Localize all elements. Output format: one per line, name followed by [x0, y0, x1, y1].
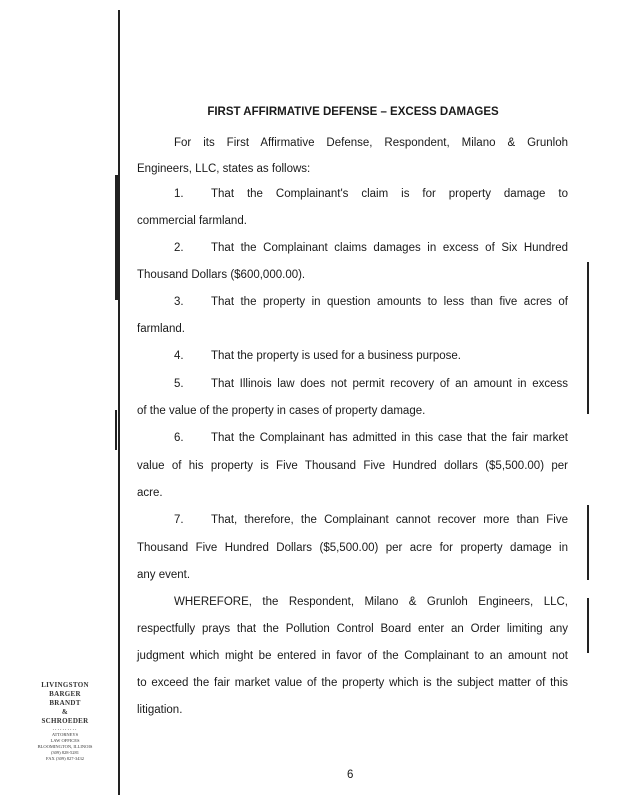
wherefore-line: to exceed the fair market value of the property which is the subject matter of this	[137, 677, 568, 689]
left-margin-rule-bold	[115, 410, 117, 450]
right-margin-rule	[587, 262, 589, 414]
firm-name: SCHROEDER	[41, 717, 89, 725]
paragraph-number: 4.	[174, 350, 184, 362]
paragraph-number: 1.	[174, 188, 184, 200]
paragraph-text: acre.	[137, 487, 163, 499]
section-heading: FIRST AFFIRMATIVE DEFENSE – EXCESS DAMAGES	[207, 106, 499, 118]
firm-address: (309) 828-5281	[50, 750, 80, 755]
paragraph-number: 6.	[174, 432, 184, 444]
firm-name: BRANDT	[49, 699, 81, 707]
paragraph-text: value of his property is Five Thousand Five Hundred dollars ($5,500.00) per	[137, 460, 568, 472]
paragraph-text: Thousand Five Hundred Dollars ($5,500.00) per acre for property damage in	[137, 542, 568, 554]
firm-name: &	[61, 708, 69, 716]
firm-address: ATTORNEYS	[51, 732, 79, 737]
firm-name: BARGER	[49, 690, 81, 698]
paragraph-text: any event.	[137, 569, 191, 581]
wherefore-line: WHEREFORE, the Respondent, Milano & Grunloh Engineers, LLC,	[174, 596, 568, 608]
paragraph-text: Thousand Dollars ($600,000.00).	[137, 269, 306, 281]
intro-line: For its First Affirmative Defense, Respondent, Milano & Grunloh	[174, 137, 568, 149]
wherefore-line: respectfully prays that the Pollution Control Board enter an Order limiting any	[137, 623, 568, 635]
wherefore-line: litigation.	[137, 704, 183, 716]
paragraph-text: farmland.	[137, 323, 185, 335]
paragraph-text: That the Complainant claims damages in excess of Six Hundred	[211, 242, 568, 254]
firm-address: FAX (309) 827-3432	[46, 756, 84, 761]
firm-divider: ..........	[52, 726, 78, 732]
paragraph-text: That, therefore, the Complainant cannot recover more than Five	[211, 514, 568, 526]
firm-address: LAW OFFICES	[50, 738, 80, 743]
paragraph-text: commercial farmland.	[137, 215, 247, 227]
paragraph-text: of the value of the property in cases of property damage.	[137, 405, 426, 417]
paragraph-number: 5.	[174, 378, 184, 390]
paragraph-text: That the property in question amounts to less than five acres of	[211, 296, 568, 308]
right-margin-rule	[587, 505, 589, 580]
left-margin-rule-bold	[115, 175, 118, 300]
paragraph-text: That the Complainant's claim is for property damage to	[211, 188, 568, 200]
paragraph-number: 7.	[174, 514, 184, 526]
law-firm-letterhead	[30, 681, 100, 762]
paragraph-number: 2.	[174, 242, 184, 254]
paragraph-number: 3.	[174, 296, 184, 308]
right-margin-rule	[587, 598, 589, 653]
intro-line: Engineers, LLC, states as follows:	[137, 163, 311, 175]
left-margin-rule	[118, 10, 120, 795]
firm-name: LIVINGSTON	[41, 681, 89, 689]
page-number: 6	[347, 769, 354, 781]
paragraph-text: That Illinois law does not permit recovery of an amount in excess	[211, 378, 568, 390]
paragraph-text: That the property is used for a business purpose.	[211, 350, 461, 362]
paragraph-text: That the Complainant has admitted in this case that the fair market	[211, 432, 568, 444]
wherefore-line: judgment which might be entered in favor of the Complainant to an amount not	[137, 650, 568, 662]
firm-address: BLOOMINGTON, ILLINOIS	[37, 744, 93, 749]
